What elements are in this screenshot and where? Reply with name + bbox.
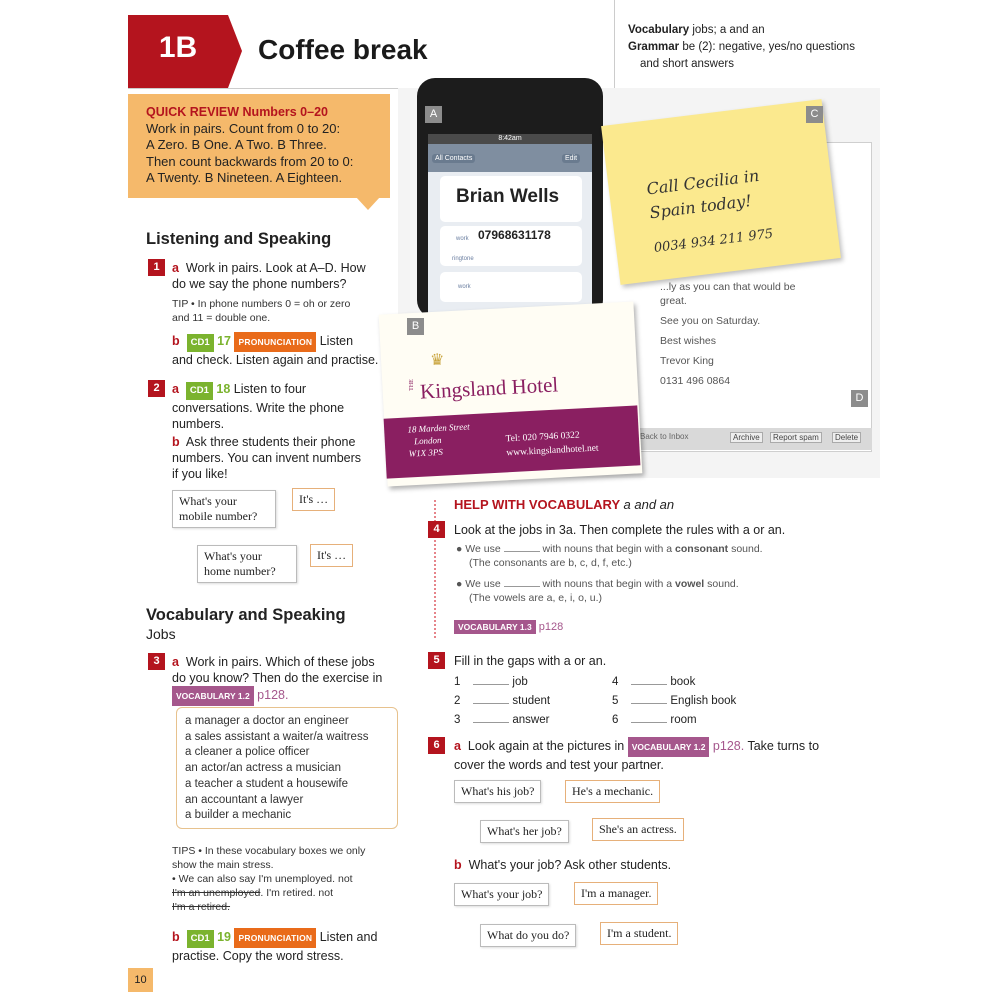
exercise-number-4: 4 (428, 521, 445, 538)
quick-review-line: Work in pairs. Count from 0 to 20: (146, 120, 341, 136)
speech-bubble: It's … (292, 488, 335, 511)
quick-review-line: Then count backwards from 20 to 0: (146, 153, 354, 169)
grammar-topic: Grammar be (2): negative, yes/no questions (628, 41, 855, 53)
biz-card-contact: Tel: 020 7946 0322 www.kingslandhotel.net (505, 430, 599, 459)
quick-review-line: A Twenty. B Nineteen. A Eighteen. (146, 170, 343, 185)
phone-contact-name: Brian Wells (456, 186, 560, 207)
vocabulary-topic: Vocabulary jobs; a and an (628, 24, 765, 36)
image-label-a: A (425, 106, 442, 123)
exercise-2a: a CD1 18 Listen to four conversations. Write the phone numbers. (172, 382, 345, 431)
rule-1: ● We use with nouns that begin with a consonant sound. (The consonants are b, c, d, f, etc.) (456, 543, 763, 569)
jobs-line: a teacher a student a housewife (185, 777, 349, 790)
jobs-line: an accountant a lawyer (185, 793, 304, 806)
biz-card-address: 18 Marden Street London W1X 3PS (407, 421, 470, 459)
speech-bubble: What's her job? (480, 820, 569, 843)
exercise-number-3: 3 (148, 653, 165, 670)
help-title: HELP WITH VOCABULARY a and an (454, 497, 675, 512)
jobs-line: a cleaner a police officer (185, 746, 310, 759)
quick-review-line: A Zero. B One. A Two. B Three. (146, 137, 327, 152)
exercise-6b: b What's your job? Ask other students. (454, 858, 672, 872)
post-it-text: Call Cecilia in Spain today! 0034 934 211 975 (645, 165, 774, 257)
exercise-number-1: 1 (148, 259, 165, 276)
phone-work-label: work (456, 236, 469, 242)
unit-number: 1B (158, 31, 198, 64)
exercise-2b: b Ask three students their phone numbers. You can invent numbers if you like! (172, 435, 362, 481)
jobs-word-box (176, 707, 398, 829)
exercise-5: Fill in the gaps with a or an. (454, 654, 607, 668)
phone-contacts-button: All Contacts (432, 154, 475, 163)
image-label-d: D (851, 390, 868, 407)
email-spam-button: Report spam (770, 432, 822, 443)
phone-ringtone-label: ringtone (452, 256, 474, 262)
section-title-vocabulary: Vocabulary and Speaking (146, 606, 346, 624)
exercise-number-2: 2 (148, 380, 165, 397)
section-subtitle-jobs: Jobs (146, 626, 176, 642)
speech-bubble: What's your job? (454, 883, 549, 906)
exercise-3-tips: TIPS • In these vocabulary boxes we only show the main stress. • We can also say I'm unemployed. not I'm an unemployed. I'm retired. not I'm a retired. (172, 845, 366, 913)
image-label-b: B (407, 318, 424, 335)
speech-bubble: What's your home number? (197, 545, 297, 583)
unit-badge-arrow (228, 15, 242, 88)
phone-edit-button: Edit (562, 154, 580, 163)
exercise-3b: b CD1 19 PRONUNCIATION Listen and practise. Copy the word stress. (172, 930, 378, 963)
vocabulary-ref-1-3[interactable]: VOCABULARY 1.3 p128 (454, 620, 563, 634)
jobs-line: a sales assistant a waiter/a waitress (185, 730, 369, 743)
exercise-1b: b CD1 17 PRONUNCIATION Listen and check. Listen again and practise. (172, 334, 379, 367)
speech-bubble: I'm a manager. (574, 882, 658, 905)
biz-card-hotel-name: Kingsland Hotel (419, 372, 559, 404)
exercise-3a: a Work in pairs. Which of these jobs do you know? Then do the exercise in VOCABULARY 1.2 p128. (172, 654, 400, 706)
jobs-line: a manager a doctor an engineer (185, 715, 349, 727)
phone-work-label-2: work (458, 284, 471, 290)
speech-bubble: I'm a student. (600, 922, 678, 945)
phone-status-bar: 8:42am (428, 134, 592, 144)
section-title-listening: Listening and Speaking (146, 230, 332, 248)
exercise-6a: a Look again at the pictures in VOCABULARY 1.2 p128. Take turns to cover the words and test your partner. (454, 739, 820, 772)
email-back-link: Back to Inbox (640, 432, 689, 441)
exercise-5-col2: 4 book 5 English book 6 room (612, 676, 737, 726)
speech-bubble: He's a mechanic. (565, 780, 660, 803)
email-archive-button: Archive (730, 432, 763, 443)
phone-number: 07968631178 (478, 228, 551, 242)
rule-2: ● We use with nouns that begin with a vowel sound. (The vowels are a, e, i, o, u.) (456, 578, 739, 604)
exercise-number-6: 6 (428, 737, 445, 754)
image-label-c: C (806, 106, 823, 123)
header-divider (614, 0, 615, 88)
email-delete-button: Delete (832, 432, 861, 443)
quick-review-notch (356, 197, 380, 210)
speech-bubble: What's his job? (454, 780, 541, 803)
speech-bubble: What do you do? (480, 924, 576, 947)
exercise-1-tip: TIP • In phone numbers 0 = oh or zero and 11 = double one. (172, 298, 351, 324)
jobs-line: a builder a mechanic (185, 809, 292, 822)
email-body: ...ly as you can that would be great. See you on Saturday. Best wishes Trevor King 0131 496 0864 (660, 281, 796, 387)
exercise-4: Look at the jobs in 3a. Then complete the rules with a or an. (454, 523, 786, 537)
speech-bubble: What's your mobile number? (172, 490, 276, 528)
biz-card-the: THE (408, 379, 415, 391)
exercise-number-5: 5 (428, 652, 445, 669)
exercise-5-col1: 1 job 2 student 3 answer (454, 676, 551, 726)
speech-bubble: She's an actress. (592, 818, 684, 841)
quick-review-box (128, 94, 390, 198)
speech-bubble: It's … (310, 544, 353, 567)
exercise-1a: a Work in pairs. Look at A–D. How do we say the phone numbers? (172, 261, 366, 291)
page-number: 10 (128, 968, 153, 992)
jobs-line: an actor/an actress a musician (185, 762, 341, 775)
quick-review-heading: QUICK REVIEW Numbers 0–20 (146, 105, 328, 119)
crown-icon: ♛ (430, 352, 445, 369)
page-title: Coffee break (258, 34, 428, 65)
grammar-topic-cont: and short answers (640, 58, 734, 70)
